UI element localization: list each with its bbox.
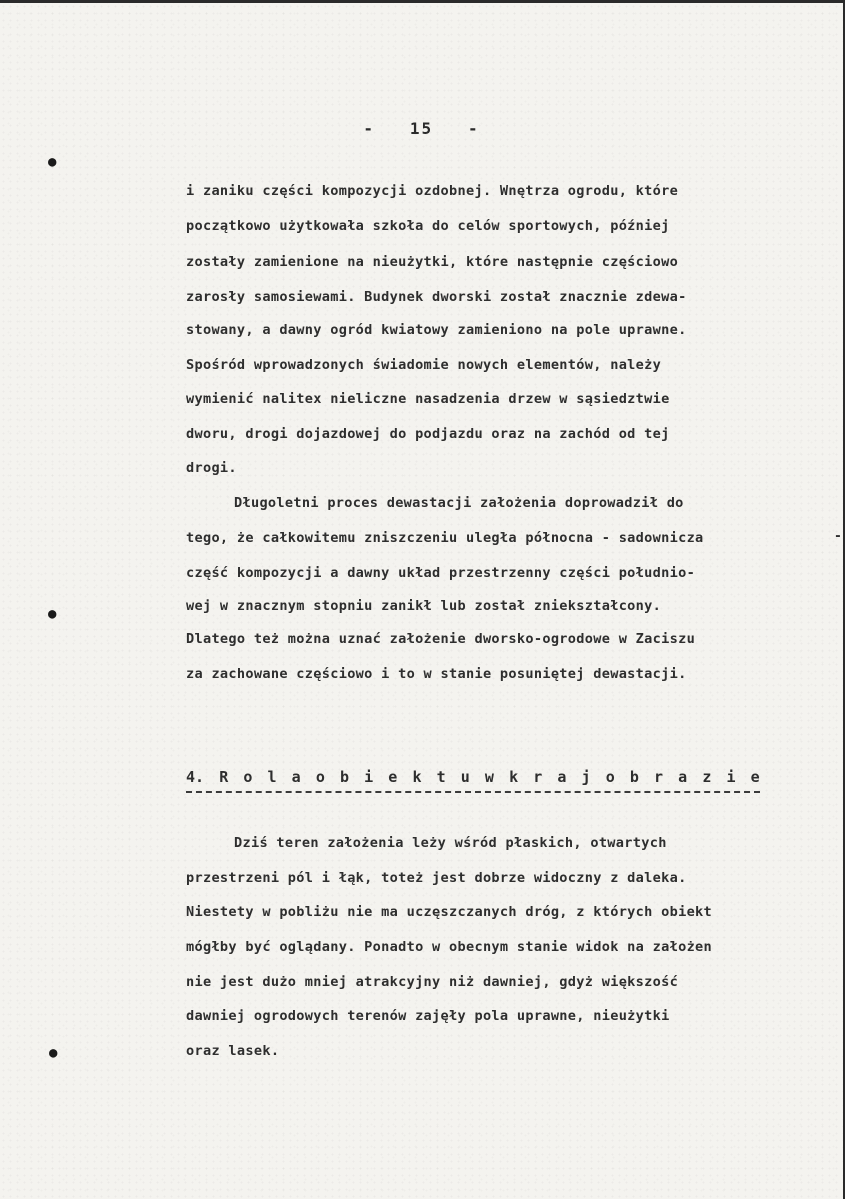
text-line: Długoletni proces dewastacji założenia doprowadził do [234, 495, 684, 511]
text-line: wej w znacznym stopniu zanikł lub został zniekształcony. [186, 598, 662, 614]
text-line: drogi. [186, 460, 237, 476]
text-line: mógłby być oglądany. Ponadto w obecnym stanie widok na założen [186, 939, 713, 955]
text-line: przestrzeni pól i łąk, toteż jest dobrze widoczny z daleka. [186, 870, 687, 886]
text-line: Niestety w pobliżu nie ma uczęszczanych dróg, z których obiekt [186, 904, 713, 920]
heading-letter: i [726, 768, 736, 786]
text-line: Dziś teren założenia leży wśród płaskich, otwartych [234, 835, 667, 851]
heading-letter: a [291, 768, 301, 786]
text-line: nie jest dużo mniej atrakcyjny niż dawniej, gdyż większość [186, 974, 679, 990]
text-line: dworu, drogi dojazdowej do podjazdu oraz na zachód od tej [186, 426, 670, 442]
text-line: dawniej ogrodowych terenów zajęły pola uprawne, nieużytki [186, 1008, 670, 1024]
heading-letter: o [605, 768, 615, 786]
heading-letter: z [702, 768, 712, 786]
heading-letter: a [678, 768, 688, 786]
heading-letter: b [339, 768, 349, 786]
heading-letter: r [533, 768, 543, 786]
heading-letter: k [412, 768, 422, 786]
heading-letter: 4. [186, 768, 205, 786]
text-line: Spośród wprowadzonych świadomie nowych elementów, należy [186, 357, 662, 373]
margin-dash: - [834, 529, 842, 544]
text-line: wymienić nalitex nieliczne nasadzenia drzew w sąsiedztwie [186, 391, 670, 407]
heading-letter: r [654, 768, 664, 786]
heading-letter: e [750, 768, 760, 786]
heading-letter: o [315, 768, 325, 786]
text-line: zarosły samosiewami. Budynek dworski został znacznie zdewa- [186, 289, 687, 305]
heading-letter: b [629, 768, 639, 786]
heading-letter: R [219, 768, 229, 786]
section-heading [186, 768, 760, 786]
heading-letter: t [436, 768, 446, 786]
heading-letter: k [509, 768, 519, 786]
punch-hole-icon: ● [48, 606, 57, 622]
text-line: za zachowane częściowo i to w stanie posuniętej dewastacji. [186, 666, 687, 682]
heading-letter: a [557, 768, 567, 786]
text-line: początkowo użytkowała szkoła do celów sportowych, później [186, 218, 670, 234]
heading-letter: u [460, 768, 470, 786]
heading-letter: w [484, 768, 494, 786]
page-number: - 15 - [363, 119, 480, 138]
text-line: część kompozycji a dawny układ przestrzenny części południo- [186, 565, 696, 581]
text-line: oraz lasek. [186, 1043, 280, 1059]
heading-letter: o [243, 768, 253, 786]
heading-letter: e [388, 768, 398, 786]
heading-underline [186, 791, 760, 793]
text-line: i zaniku części kompozycji ozdobnej. Wnętrza ogrodu, które [186, 183, 679, 199]
text-line: tego, że całkowitemu zniszczeniu uległa północna - sadownicza [186, 530, 704, 546]
punch-hole-icon: ● [48, 154, 57, 170]
text-line: stowany, a dawny ogród kwiatowy zamieniono na pole uprawne. [186, 322, 687, 338]
heading-letter: j [581, 768, 591, 786]
heading-letter: i [364, 768, 374, 786]
heading-letter: l [267, 768, 277, 786]
text-line: zostały zamienione na nieużytki, które następnie częściowo [186, 254, 679, 270]
punch-hole-icon: ● [49, 1045, 58, 1061]
text-line: Dlatego też można uznać założenie dworsko-ogrodowe w Zaciszu [186, 631, 696, 647]
